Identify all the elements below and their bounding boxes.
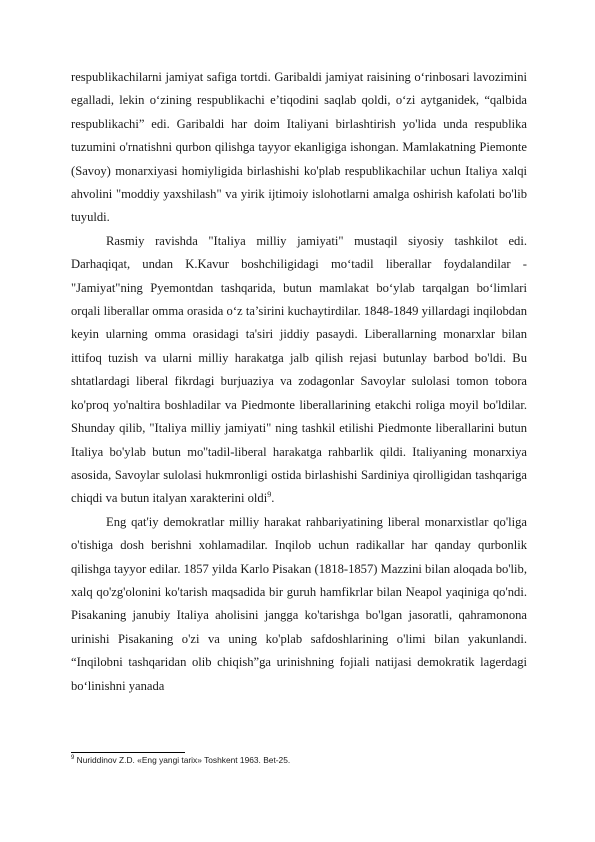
footnote-text: Nuriddinov Z.D. «Eng yangi tarix» Toshkent 1963. Bet-25. xyxy=(74,755,291,765)
paragraph-2-text: Rasmiy ravishda "Italiya milliy jamiyati" mustaqil siyosiy tashkilot edi. Darhaqiqat, undan K.Kavur boshchiligidagi mo‘tadil liberallar foydalandilar - "Jamiyat"ning Pyemontdan tashqarida, butun mamlakat bo‘ylab tarqalgan bo‘limlari orqali liberallar omma orasida o‘z ta’sirini kuchaytirdilar. 1848-1849 yillardagi inqilobdan keyin ularning omma orasidagi ta'siri jiddiy pasaydi. Liberallarning monarxlar bilan ittifoq tuzish va ularni milliy harakatga jalb qilish rejasi butunlay barbod bo'ldi. Bu shtatlardagi liberal fikrdagi burjuaziya va zodagonlar Savoylar sulolasi tomon tobora ko'proq yo'naltira boshladilar va Piedmonte liberallarining etakchi roliga moyil bo'ldilar. Shunday qilib, "Italiya milliy jamiyati" ning tashkil etilishi Piedmonte liberallarini butun Italiya bo'ylab butun mo''tadil-liberal harakatga rahbarlik qildi. Italiyaning monarxiya asosida, Savoylar sulolasi hukmronligi ostida birlashishi Sardiniya qirolligidan tashqariga chiqdi va butun italyan xarakterini oldi xyxy=(71,233,527,506)
footnote-reference[interactable]: 9 xyxy=(267,490,272,500)
paragraph-1: respublikachilarni jamiyat safiga tortdi. Garibaldi jamiyat raisining o‘rinbosari lavozimini egalladi, lekin o‘zining respublikachi e’tiqodini saqlab qoldi, o‘zi aytganidek, “qalbida respublikachi” edi. Garibaldi har doim Italiyani birlashtirish yo'lida unda respublika tuzumini o'rnatishni qurbon qilishga tayyor ekanligiga ishongan. Mamlakatning Piemonte (Savoy) monarxiyasi homiyligida birlashishi ko'plab respublikachilar uchun Italiya xalqi ahvolini "moddiy yaxshilash" va yirik ijtimoiy islohotlarni amalga oshirish kafolati bo'lib tuyuldi. xyxy=(71,70,527,225)
paragraph-3: Eng qat'iy demokratlar milliy harakat rahbariyatining liberal monarxistlar qo'liga o'tishiga dosh berishni xohlamadilar. Inqilob uchun radikallar har qanday qurbonlik qilishga tayyor edilar. 1857 yilda Karlo Pisakan (1818-1857) Mazzini bilan aloqada bo'lib, xalq qo'zg'olonini ko'tarish maqsadida bir guruh hamfikrlar bilan Neapol yaqiniga qo'ndi. Pisakaning janubiy Italiya aholisini jangga ko'tarishga bo'lgan jasoratli, qahramonona urinishi Pisakaning o'zi va uning ko'plab safdoshlarining o'limi bilan yakunlandi. “Inqilobni tashqaridan olib chiqish”ga urinishning fojiali natijasi demokratik lagerdagi bo‘linishni yanada xyxy=(71,514,527,693)
document-body xyxy=(71,66,527,698)
paragraph-2-tail: . xyxy=(271,491,275,506)
footnote-number: 9 xyxy=(71,755,75,762)
footnote-separator xyxy=(71,752,185,753)
paragraph-2 xyxy=(71,230,527,511)
footnote xyxy=(71,755,527,766)
